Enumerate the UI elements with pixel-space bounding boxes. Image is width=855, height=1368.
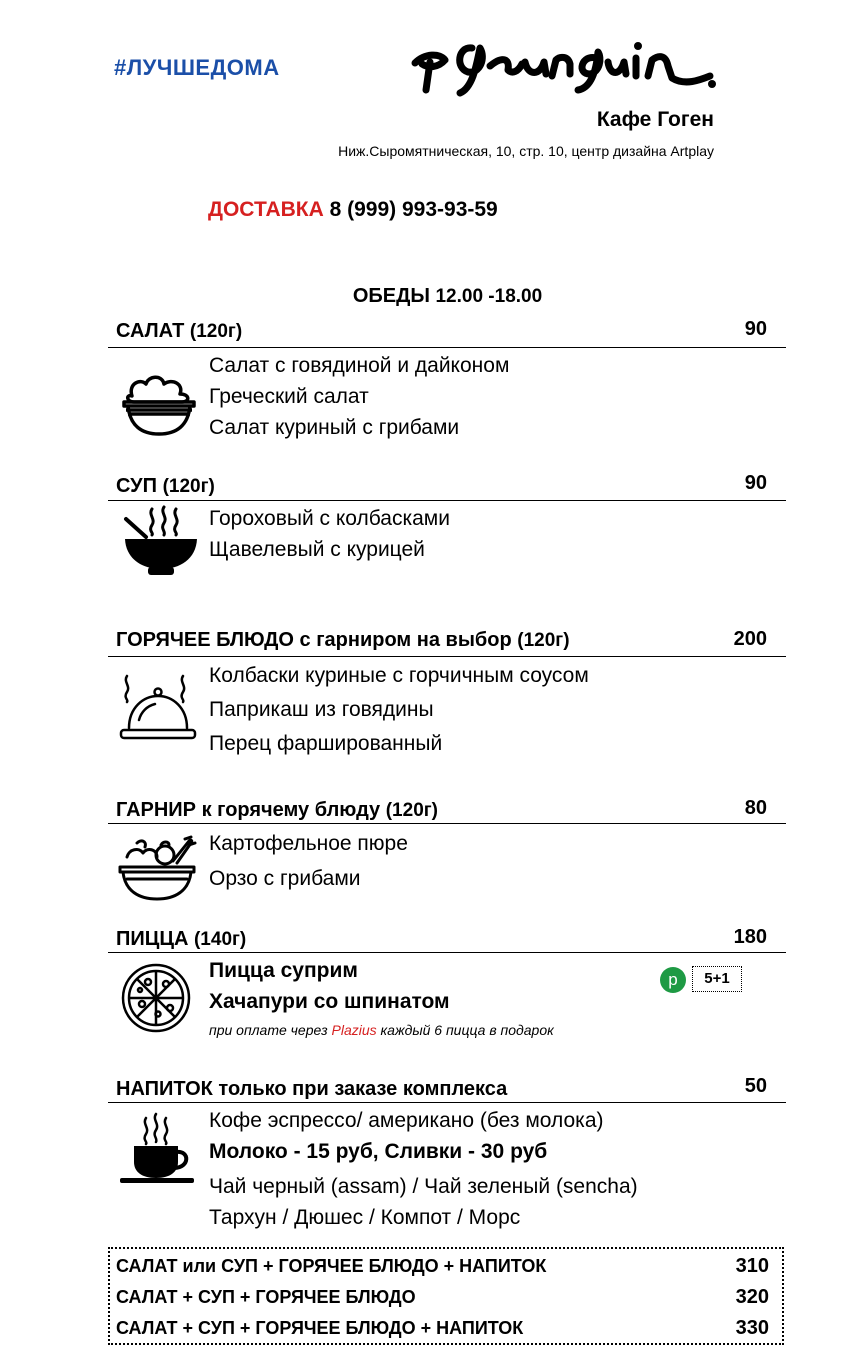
plazius-promo-note bbox=[209, 1022, 554, 1038]
salad-price: 90 bbox=[744, 318, 767, 340]
soup-title: СУП bbox=[116, 475, 157, 497]
vegetable-bowl-icon bbox=[117, 835, 197, 905]
plazius-promo-badge bbox=[660, 962, 750, 996]
drink-divider bbox=[108, 1102, 786, 1103]
garnish-weight: (120г) bbox=[385, 800, 439, 821]
salad-item-3: Салат куриный с грибами bbox=[209, 416, 460, 439]
drink-price: 50 bbox=[744, 1075, 767, 1097]
cafe-address: Ниж.Сыромятническая, 10, стр. 10, центр дизайна Artplay bbox=[338, 143, 714, 159]
cafe-name: Кафе Гоген bbox=[596, 108, 714, 131]
garnish-price: 80 bbox=[744, 797, 767, 819]
hashtag: #ЛУЧШЕДОМА bbox=[114, 55, 280, 80]
promo-note-text: при оплате через bbox=[209, 1022, 332, 1038]
lunch-time: 12.00 -18.00 bbox=[435, 286, 543, 307]
hot-item-2: Паприкаш из говядины bbox=[209, 698, 434, 721]
salad-title: САЛАТ bbox=[116, 320, 185, 342]
combo-label-1: САЛАТ или СУП + ГОРЯЧЕЕ БЛЮДО + НАПИТОК bbox=[116, 1256, 547, 1276]
salad-item-1: Салат с говядиной и дайконом bbox=[209, 354, 510, 377]
salad-bowl-icon bbox=[120, 372, 198, 440]
promo-note-text-end: каждый 6 пицца в подарок bbox=[376, 1022, 554, 1038]
soup-price: 90 bbox=[744, 472, 767, 494]
salad-section-title bbox=[116, 320, 242, 343]
pizza-price: 180 bbox=[733, 926, 767, 948]
combo-price-3: 330 bbox=[735, 1317, 769, 1339]
drink-item-3: Чай черный (assam) / Чай зеленый (sencha) bbox=[209, 1175, 638, 1198]
lunch-label: ОБЕДЫ bbox=[352, 285, 430, 307]
plazius-brand: Plazius bbox=[331, 1022, 377, 1038]
garnish-title: ГАРНИР к горячему блюду bbox=[116, 799, 381, 821]
hot-section-title bbox=[116, 629, 570, 652]
coffee-cup-icon bbox=[118, 1112, 196, 1186]
pizza-item-2: Хачапури со шпинатом bbox=[209, 990, 450, 1013]
soup-divider bbox=[108, 500, 786, 501]
hot-price: 200 bbox=[733, 628, 767, 650]
hot-title: ГОРЯЧЕЕ БЛЮДО с гарниром на выбор bbox=[116, 629, 512, 651]
drink-item-4: Тархун / Дюшес / Компот / Морс bbox=[209, 1206, 521, 1229]
hot-item-1: Колбаски куриные с горчичным соусом bbox=[209, 664, 589, 687]
cloche-icon bbox=[117, 670, 199, 744]
garnish-item-1: Картофельное пюре bbox=[209, 832, 408, 855]
delivery-line bbox=[208, 198, 498, 222]
garnish-divider bbox=[108, 823, 786, 824]
promo-ticket: 5+1 bbox=[692, 966, 742, 992]
pizza-title: ПИЦЦА bbox=[116, 928, 189, 950]
garnish-item-2: Орзо с грибами bbox=[209, 867, 361, 890]
lunch-heading bbox=[0, 285, 855, 308]
drink-section-title: НАПИТОК только при заказе комплекса bbox=[116, 1078, 508, 1100]
drink-item-2: Молоко - 15 руб, Сливки - 30 руб bbox=[209, 1140, 548, 1163]
soup-bowl-icon bbox=[122, 503, 200, 577]
combo-label-2: САЛАТ + СУП + ГОРЯЧЕЕ БЛЮДО bbox=[116, 1287, 416, 1307]
pizza-weight: (140г) bbox=[193, 929, 247, 950]
delivery-phone[interactable]: 8 (999) 993-93-59 bbox=[329, 198, 498, 221]
salad-divider bbox=[108, 347, 786, 348]
combo-label-3: САЛАТ + СУП + ГОРЯЧЕЕ БЛЮДО + НАПИТОК bbox=[116, 1318, 524, 1338]
combo-price-1: 310 bbox=[735, 1255, 769, 1277]
hot-item-3: Перец фаршированный bbox=[209, 732, 443, 755]
soup-weight: (120г) bbox=[162, 476, 215, 497]
salad-weight: (120г) bbox=[189, 321, 243, 342]
pizza-divider bbox=[108, 952, 786, 953]
gauguin-signature-logo bbox=[410, 18, 720, 98]
soup-item-2: Щавелевый с курицей bbox=[209, 538, 425, 561]
delivery-label: ДОСТАВКА bbox=[208, 198, 324, 221]
plazius-logo-icon: p bbox=[660, 967, 686, 993]
drink-item-1: Кофе эспрессо/ американо (без молока) bbox=[209, 1109, 604, 1132]
soup-section-title bbox=[116, 475, 215, 498]
salad-item-2: Греческий салат bbox=[209, 385, 369, 408]
hot-weight: (120г) bbox=[517, 630, 570, 651]
pizza-item-1: Пицца суприм bbox=[209, 959, 358, 982]
combo-price-2: 320 bbox=[735, 1286, 769, 1308]
hot-divider bbox=[108, 656, 786, 657]
soup-item-1: Гороховый с колбасками bbox=[209, 507, 450, 530]
pizza-icon bbox=[118, 962, 194, 1034]
pizza-section-title bbox=[116, 928, 246, 951]
garnish-section-title bbox=[116, 799, 438, 822]
